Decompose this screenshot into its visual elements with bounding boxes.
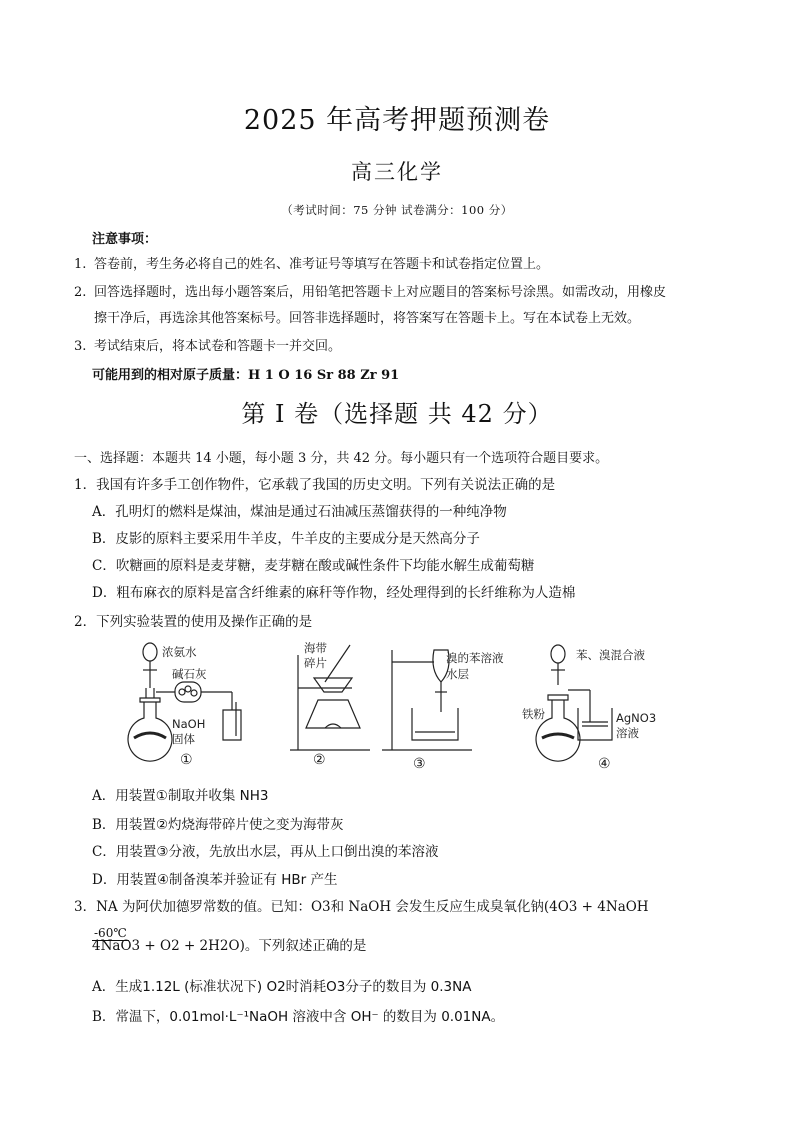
question-3-option-a [92,978,471,996]
apparatus-2 [290,645,370,750]
option-text: 用装置③分液，先放出水层，再从上口倒出溴的苯溶液 [115,844,439,860]
question-3-option-b [92,1008,504,1026]
option-letter: C． [92,558,116,574]
option-letter: C． [92,844,116,860]
question-2-option-c [92,843,438,861]
label-bromobenzene-solution: 溴的苯溶液 [446,651,504,665]
option-letter: A． [92,979,116,995]
figure-number-3: ③ [413,756,426,772]
atomic-masses: 可能用到的相对原子质量：H 1 O 16 Sr 88 Zr 91 [92,368,400,383]
option-text: 吹糖画的原料是麦芽糖，麦芽糖在酸或碱性条件下均能水解生成葡萄糖 [115,558,535,574]
option-text: 孔明灯的燃料是煤油，煤油是通过石油减压蒸馏获得的一种纯净物 [115,504,507,520]
figure-number-1: ① [180,752,193,768]
option-letter: A． [92,788,116,804]
question-2-stem: 2．下列实验装置的使用及操作正确的是 [74,614,313,630]
question-1-option-d [92,584,575,602]
option-letter: D． [92,585,117,601]
label-kelp-1: 海带 [304,641,327,655]
page-subtitle: 高三化学 [351,160,443,184]
question-1-option-c [92,557,534,575]
figure-number-2: ② [313,752,326,768]
notice-item-2-continued: 擦干净后，再选涂其他答案标号。回答非选择题时，将答案写在答题卡上。写在本试卷上无效。 [94,311,641,326]
lab-apparatus-figure [120,640,680,775]
question-3-stem: 3．NA 为阿伏加德罗常数的值。已知：O3和 NaOH 会发生反应生成臭氧化钠(4O3 + 4NaOH [74,899,649,915]
label-soda-lime: 碱石灰 [172,667,207,681]
label-naoh: NaOH [172,717,206,731]
option-letter: B． [92,1009,116,1025]
option-letter: B． [92,531,116,547]
option-text: 常温下，0.01mol·L⁻¹NaOH 溶液中含 OH⁻ 的数目为 0.01NA。 [115,1009,505,1025]
option-text: 用装置①制取并收集 NH3 [115,788,269,804]
option-letter: A． [92,504,116,520]
label-solid: 固体 [172,732,195,746]
notice-item-number: 1. [74,257,87,272]
question-3-stem-continued: 4NaO3 + O2 + 2H2O)。下列叙述正确的是 [92,938,367,954]
option-letter: B． [92,817,116,833]
question-2-option-b [92,816,344,834]
question-2-option-d [92,871,337,889]
question-1-option-b [92,530,480,548]
notice-item-3 [74,338,341,356]
option-text: 粗布麻衣的原料是富含纤维素的麻秆等作物，经处理得到的长纤维称为人造棉 [116,585,576,601]
label-ammonia-water: 浓氨水 [162,645,197,659]
question-2-option-a [92,787,268,805]
option-text: 生成1.12L (标准状况下) O2时消耗O3分子的数目为 0.3NA [115,979,472,995]
notice-item-2 [74,284,666,302]
reaction-condition-text: -60℃ [94,926,127,940]
notice-item-text: 考试结束后，将本试卷和答题卡一并交回。 [94,339,342,354]
question-1-option-a [92,503,507,521]
section-instruction: 一、选择题：本题共 14 小题，每小题 3 分，共 42 分。每小题只有一个选项符合题目要求。 [74,451,609,466]
apparatus-4 [536,645,612,761]
label-benzene-bromine: 苯、溴混合液 [576,648,645,662]
notice-item-1 [74,256,549,274]
question-1-stem: 1．我国有许多手工创作物件，它承载了我国的历史文明。下列有关说法正确的是 [74,477,556,493]
figure-number-4: ④ [598,756,611,772]
option-letter: D． [92,872,117,888]
label-iron-powder: 铁粉 [522,707,545,721]
option-text: 用装置②灼烧海带碎片使之变为海带灰 [115,817,344,833]
option-text: 皮影的原料主要采用牛羊皮，牛羊皮的主要成分是天然高分子 [115,531,480,547]
label-kelp-2: 碎片 [304,656,327,670]
label-agno3-solution: 溶液 [616,726,639,740]
notice-item-number: 2. [74,285,87,300]
section-title: 第 I 卷（选择题 共 42 分） [241,400,553,428]
notice-item-text: 答卷前，考生务必将自己的姓名、准考证号等填写在答题卡和试卷指定位置上。 [94,257,550,272]
apparatus-3 [382,650,472,750]
label-water-layer: 水层 [446,667,469,681]
label-agno3: AgNO3 [616,711,657,725]
notice-heading: 注意事项： [92,232,158,247]
exam-info: （考试时间：75 分钟 试卷满分：100 分） [281,203,513,217]
notice-item-number: 3. [74,339,87,354]
page-title: 2025 年高考押题预测卷 [243,105,551,136]
option-text: 用装置④制备溴苯并验证有 HBr 产生 [116,872,338,888]
notice-item-text: 回答选择题时，选出每小题答案后，用铅笔把答题卡上对应题目的答案标号涂黑。如需改动，用橡皮 [94,285,667,300]
